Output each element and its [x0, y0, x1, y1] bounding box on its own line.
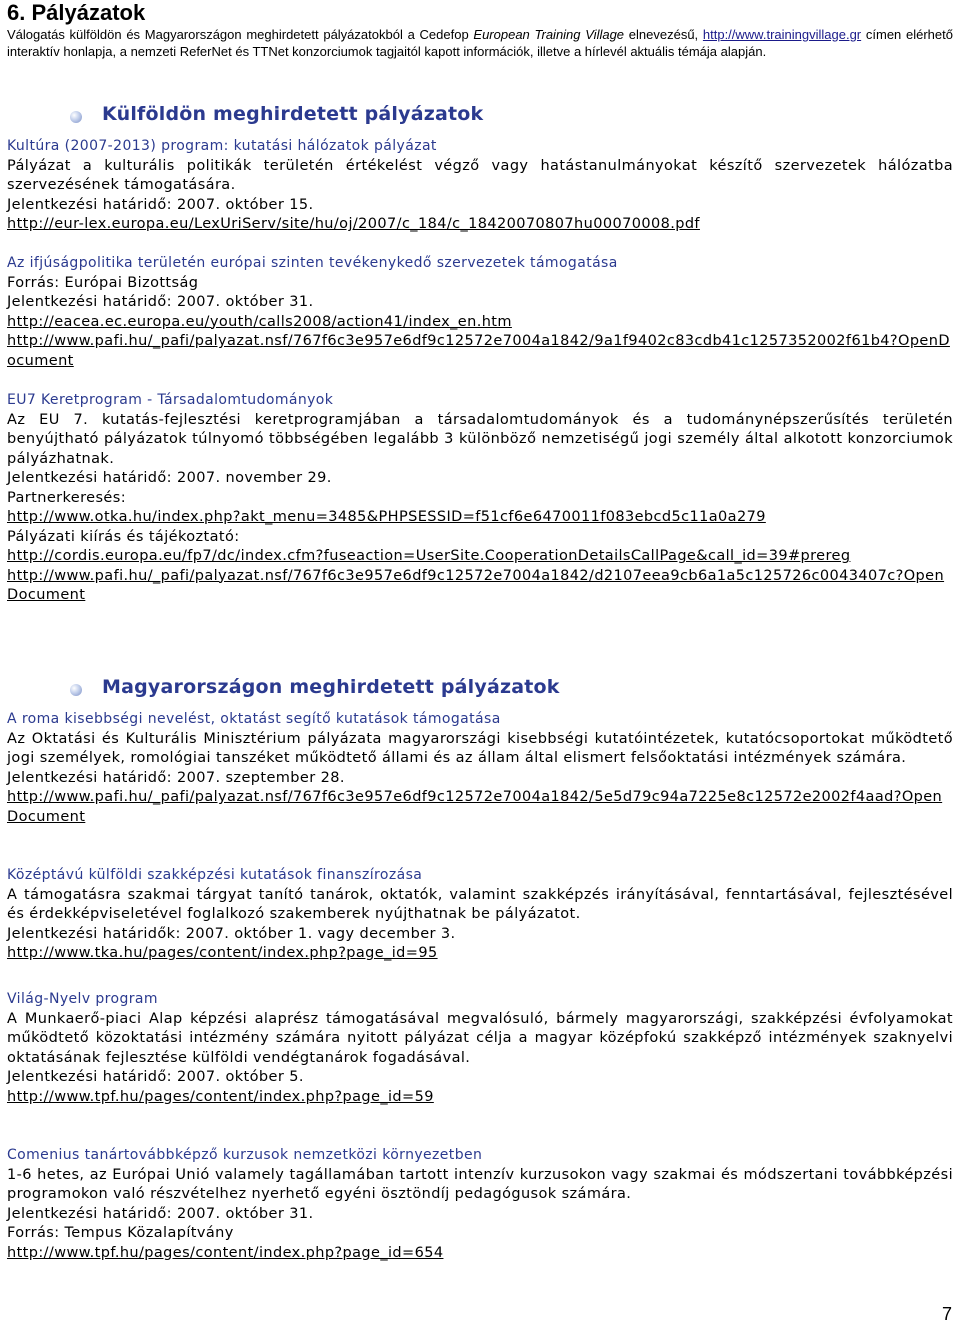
- grant-link[interactable]: http://www.otka.hu/index.php?akt_menu=3485&PHPSESSID=f51cf6e6470011f083ebcd5c11a0a279: [7, 509, 766, 525]
- grant-description: A Munkaerő-piaci Alap képzési alaprész támogatásával megvalósuló, bármely magyarországi, szakképzési évfolyamokat működtető közoktatási intézmény számára nyitott pályázat célja a magyar középfokú szakképző intézmények szaknyelvi oktatásának fejlesztése külföldi vendégtanárok fogadásával.: [7, 1010, 953, 1066]
- grant-title: Comenius tanártovábbképző kurzusok nemzetközi környezetben: [7, 1147, 483, 1163]
- grant-link[interactable]: http://www.tpf.hu/pages/content/index.php?page_id=654: [7, 1244, 444, 1261]
- grant-link[interactable]: http://www.tka.hu/pages/content/index.php?page_id=95: [7, 945, 438, 961]
- grant-item-comenius: [7, 1146, 953, 1263]
- section-title-abroad: Külföldön meghirdetett pályázatok: [102, 103, 484, 125]
- partner-label: Partnerkeresés:: [7, 489, 126, 506]
- grant-item-culture: [7, 137, 953, 235]
- intro-text-2: elnevezésű,: [624, 27, 703, 42]
- grant-title: A roma kisebbségi nevelést, oktatást segítő kutatások támogatása: [7, 711, 501, 727]
- grant-deadline: Jelentkezési határidő: 2007. október 31.: [7, 1205, 314, 1222]
- grant-title: Világ-Nyelv program: [7, 991, 158, 1007]
- bullet-icon: [70, 111, 82, 123]
- grant-deadline: Jelentkezési határidő: 2007. szeptember 28.: [7, 769, 345, 786]
- grant-link[interactable]: http://www.pafi.hu/_pafi/palyazat.nsf/767f6c3e957e6df9c12572e7004a1842/9a1f9402c83cdb41c1257352002f61b4?OpenDocument: [7, 333, 950, 369]
- grant-item-vilag-nyelv: [7, 990, 953, 1107]
- intro-paragraph: [7, 26, 953, 60]
- grant-title: Az ifjúságpolitika területén európai szinten tevékenykedő szervezetek támogatása: [7, 255, 618, 271]
- grant-link[interactable]: http://www.pafi.hu/_pafi/palyazat.nsf/767f6c3e957e6df9c12572e7004a1842/5e5d79c94a7225e8c12572e2002f4aad?OpenDocument: [7, 789, 943, 825]
- grant-source: Forrás: Tempus Közalapítvány: [7, 1225, 234, 1241]
- grant-link[interactable]: http://eur-lex.europa.eu/LexUriServ/site/hu/oj/2007/c_184/c_18420070807hu00070008.pdf: [7, 216, 700, 232]
- grant-description: Az EU 7. kutatás-fejlesztési keretprogramjában a társadalomtudományok és a tudománynépszerűsítés területén benyújtható pályázatok túlnyomó többségében legalább 3 különböző nemzetiségű jogi személy által alkotott konzorciumok pályázhatnak.: [7, 411, 953, 467]
- grant-item-youth: [7, 254, 953, 371]
- bullet-icon: [70, 684, 82, 696]
- page-number: 7: [941, 1304, 952, 1324]
- grant-link[interactable]: http://www.tpf.hu/pages/content/index.php?page_id=59: [7, 1088, 434, 1105]
- grant-title: Kultúra (2007-2013) program: kutatási hálózatok pályázat: [7, 138, 437, 154]
- section-heading-hungary: [70, 676, 560, 698]
- grant-link[interactable]: http://eacea.ec.europa.eu/youth/calls2008/action41/index_en.htm: [7, 313, 512, 330]
- grant-description: 1-6 hetes, az Európai Unió valamely tagállamában tartott intenzív kurzusokon vagy szakmai és módszertani továbbképzési programokon való részvételhez nyerhető egyéni ösztöndíj pedagógusok számára.: [7, 1166, 953, 1202]
- grant-description: Pályázat a kulturális politikák területén értékelést végző vagy hatástanulmányokat készítő szervezetek hálózatba szervezésének támogatására.: [7, 157, 953, 193]
- grant-deadline: Jelentkezési határidők: 2007. október 1. vagy december 3.: [7, 925, 456, 942]
- grant-item-fp7: [7, 391, 953, 606]
- section-title-hungary: Magyarországon meghirdetett pályázatok: [102, 676, 560, 698]
- grant-deadline: Jelentkezési határidő: 2007. október 15.: [7, 196, 314, 213]
- grant-title: EU7 Keretprogram - Társadalomtudományok: [7, 392, 334, 408]
- grant-deadline: Jelentkezési határidő: 2007. október 5.: [7, 1069, 304, 1085]
- section-heading-abroad: [70, 103, 483, 125]
- grant-link[interactable]: http://www.pafi.hu/_pafi/palyazat.nsf/767f6c3e957e6df9c12572e7004a1842/d2107eea9cb6a1a5c125726c0043407c?OpenDocument: [7, 567, 945, 603]
- grant-title: Középtávú külföldi szakképzési kutatások finanszírozása: [7, 867, 423, 883]
- info-label: Pályázati kiírás és tájékoztató:: [7, 528, 240, 545]
- chapter-title: 6. Pályázatok: [7, 0, 146, 25]
- trainingvillage-link[interactable]: http://www.trainingvillage.gr: [702, 27, 862, 42]
- grant-deadline: Jelentkezési határidő: 2007. október 31.: [7, 294, 314, 310]
- grant-description: Az Oktatási és Kulturális Minisztérium pályázata magyarországi kisebbségi kutatóintézetek, kutatócsoportokat működtető jogi személyek, romológiai tanszéket működtető állami és az állam által elismert felsőoktatási intézmények számára.: [7, 730, 953, 766]
- grant-source: Forrás: Európai Bizottság: [7, 274, 199, 291]
- grant-item-roma: [7, 710, 953, 827]
- intro-text-1: Válogatás külföldön és Magyarországon meghirdetett pályázatokból a Cedefop: [7, 27, 474, 42]
- grant-description: A támogatásra szakmai tárgyat tanító tanárok, oktatók, valamint szakképzés irányításával, fenntartásával, fejlesztésével és érdekképviseletével foglalkozó szakemberek nyújthatnak be pályázatot.: [7, 886, 953, 922]
- grant-link[interactable]: http://cordis.europa.eu/fp7/dc/index.cfm?fuseaction=UserSite.CooperationDetailsCallPage&call_id=39#prereg: [7, 548, 851, 564]
- intro-italic: European Training Village: [473, 27, 625, 42]
- grant-item-vocational: [7, 866, 953, 964]
- intro-text-3: címen elérhető interaktív honlapja, a nemzeti ReferNet és TTNet konzorciumok tagjaitól kapott információk, illetve a hírlevél aktuális témája alapján.: [7, 27, 953, 59]
- grant-deadline: Jelentkezési határidő: 2007. november 29.: [7, 470, 332, 486]
